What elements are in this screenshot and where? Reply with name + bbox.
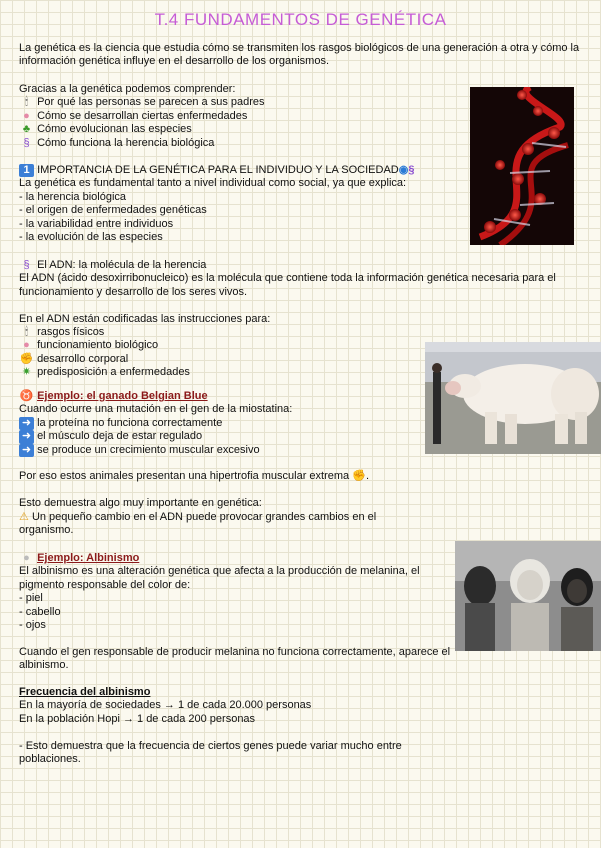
- comprender-section: [19, 83, 459, 150]
- list-item: - piel: [19, 592, 43, 605]
- belgian-conclusion: Por eso estos animales presentan una hipertrofia muscular extrema ✊.: [19, 470, 369, 483]
- right-arrow-icon: ➜: [19, 417, 34, 430]
- albinismo-closing: - Esto demuestra que la frecuencia de ciertos genes puede variar mucho entre poblaciones.: [19, 739, 402, 766]
- list-item: - la herencia biológica: [19, 190, 127, 203]
- adn-heading: § El ADN: la molécula de la herencia: [19, 259, 579, 272]
- list-item: - cabello: [19, 605, 61, 618]
- list-item: - el origen de enfermedades genéticas: [19, 204, 207, 217]
- list-item: - la evolución de las especies: [19, 231, 163, 244]
- globe-icon: ◉: [398, 164, 409, 176]
- albinismo-body: El albinismo es una alteración genética que afecta a la producción de melanina, el pigmento responsable del color de:: [19, 565, 420, 591]
- brain-icon: ●: [23, 109, 30, 122]
- flexed-arm-icon: ✊: [352, 470, 366, 483]
- brain-icon: ●: [23, 339, 30, 352]
- importancia-heading: 1 IMPORTANCIA DE LA GENÉTICA PARA EL INDIVIDUO Y LA SOCIEDAD◉§: [19, 164, 489, 177]
- list-item: 🕯 Por qué las personas se parecen a sus padres: [19, 96, 459, 109]
- white-circle-icon: ●: [23, 552, 30, 564]
- person-icon: 🕯: [24, 96, 29, 109]
- flexed-arm-icon: ✊: [19, 352, 34, 365]
- list-item: - ojos: [19, 619, 46, 632]
- dna-icon: §: [408, 164, 415, 176]
- warning-icon: ⚠: [19, 510, 29, 523]
- list-item: ✷ predisposición a enfermedades: [19, 366, 579, 379]
- right-arrow-icon: ➜: [19, 444, 34, 457]
- albinismo-gene: Cuando el gen responsable de producir melanina no funciona correctamente, aparece el albinismo.: [19, 645, 451, 672]
- list-item: § Cómo funciona la herencia biológica: [19, 137, 459, 150]
- frecuencia-heading: Frecuencia del albinismo: [19, 686, 151, 699]
- page-title: T.4 FUNDAMENTOS DE GENÉTICA: [154, 10, 447, 29]
- list-item: - la variabilidad entre individuos: [19, 217, 174, 230]
- importancia-section: [19, 164, 489, 244]
- belgian-lead: Cuando ocurre una mutación en el gen de la miostatina:: [19, 403, 293, 416]
- belgian-lesson: ⚠ Un pequeño cambio en el ADN puede provocar grandes cambios en el organismo.: [19, 510, 377, 537]
- list-item: ● Cómo se desarrollan ciertas enfermedades: [19, 110, 459, 123]
- list-item: ➜ se produce un crecimiento muscular excesivo: [19, 444, 429, 457]
- person-icon: 🕯: [24, 326, 29, 339]
- dna-icon: §: [23, 259, 30, 271]
- list-item: ✊ desarrollo corporal: [19, 352, 129, 365]
- adn-lead: En el ADN están codificadas las instrucciones para:: [19, 312, 271, 325]
- list-item: ➜ el músculo deja de estar regulado: [19, 430, 429, 443]
- list-item: 🕯 rasgos físicos: [19, 326, 579, 339]
- list-item: En la mayoría de sociedades → 1 de cada 20.000 personas: [19, 699, 312, 712]
- seedling-icon: ♣: [22, 123, 31, 136]
- list-item: En la población Hopi → 1 de cada 200 personas: [19, 712, 256, 725]
- list-item: ➜ la proteína no funciona correctamente: [19, 417, 429, 430]
- albino-children-image: [455, 541, 601, 651]
- belgian-section: [19, 390, 429, 537]
- albinismo-heading: ● Ejemplo: Albinismo: [19, 552, 459, 565]
- importancia-lead: La genética es fundamental tanto a nivel individual como social, ya que explica:: [19, 177, 407, 190]
- virus-icon: ✷: [21, 366, 32, 379]
- list-item: ♣ Cómo evolucionan las especies: [19, 123, 459, 136]
- belgian-heading: ♉ Ejemplo: el ganado Belgian Blue: [19, 390, 208, 402]
- comprender-lead: Gracias a la genética podemos comprender:: [19, 83, 236, 95]
- intro-paragraph: La genética es la ciencia que estudia cómo se transmiten los rasgos biológicos de una generación a otra y cómo la información genética influye en el desarrollo de los organismos.: [19, 42, 580, 68]
- adn-body: El ADN (ácido desoxirribonucleico) es la molécula que contiene toda la información genética necesaria para el funcionamiento y desarrollo de los seres vivos.: [19, 272, 556, 298]
- right-arrow-icon: ➜: [19, 430, 34, 443]
- dna-icon: §: [23, 136, 30, 149]
- ox-icon: ♉: [19, 390, 34, 402]
- list-item: ● funcionamiento biológico: [19, 339, 579, 352]
- belgian-lesson-lead: Esto demuestra algo muy importante en genética:: [19, 497, 262, 510]
- belgian-blue-cow-image: [425, 342, 601, 454]
- albinismo-section: [19, 552, 459, 766]
- number-one-icon: 1: [19, 164, 34, 177]
